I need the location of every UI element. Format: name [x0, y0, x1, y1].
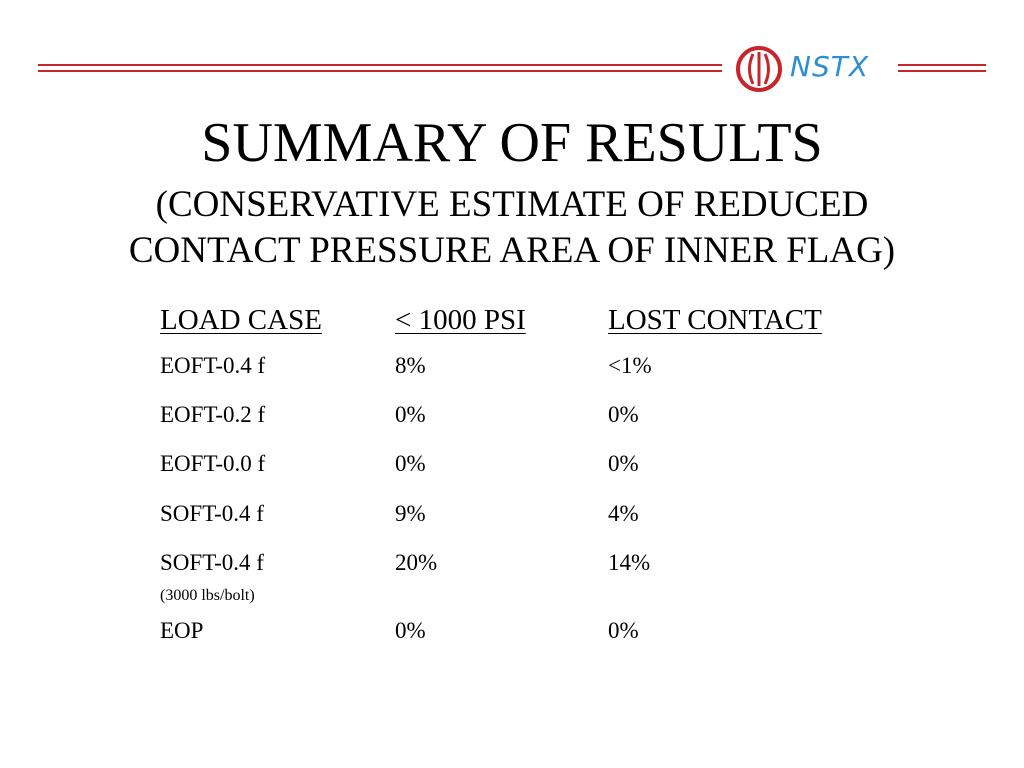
- header-rule-left-top: [38, 64, 722, 66]
- row-3-lost-contact: 0%: [608, 451, 639, 476]
- row-6-under-1000-psi: 0%: [395, 618, 426, 643]
- row-4-lost-contact: 4%: [608, 501, 639, 526]
- row-5-lost-contact: 14%: [608, 550, 651, 575]
- column-header-under-1000-psi: < 1000 PSI: [395, 304, 526, 336]
- nstx-logo-text: NSTX: [790, 50, 870, 83]
- row-6-load-case: EOP: [160, 618, 204, 643]
- nstx-logo: [734, 44, 884, 94]
- row-6-lost-contact: 0%: [608, 618, 639, 643]
- row-1-load-case: EOFT-0.4 f: [160, 353, 266, 378]
- page-title: SUMMARY OF RESULTS: [201, 112, 823, 174]
- row-3-under-1000-psi: 0%: [395, 451, 426, 476]
- row-4-load-case: SOFT-0.4 f: [160, 501, 264, 526]
- row-5-load-case: SOFT-0.4 f: [160, 550, 264, 575]
- header-rule-right-top: [898, 64, 986, 66]
- header-rule-right-bottom: [898, 70, 986, 72]
- row-2-under-1000-psi: 0%: [395, 402, 426, 427]
- row-1-under-1000-psi: 8%: [395, 353, 426, 378]
- row-5-note: (3000 lbs/bolt): [160, 587, 255, 604]
- column-header-lost-contact: LOST CONTACT: [608, 304, 822, 336]
- row-2-load-case: EOFT-0.2 f: [160, 402, 266, 427]
- row-1-lost-contact: <1%: [608, 353, 652, 378]
- column-header-load-case: LOAD CASE: [160, 304, 322, 336]
- row-5-under-1000-psi: 20%: [395, 550, 438, 575]
- row-2-lost-contact: 0%: [608, 402, 639, 427]
- row-3-load-case: EOFT-0.0 f: [160, 451, 266, 476]
- subtitle-line-1: (CONSERVATIVE ESTIMATE OF REDUCED: [155, 184, 869, 225]
- nstx-emblem-icon: [734, 44, 784, 94]
- row-4-under-1000-psi: 9%: [395, 501, 426, 526]
- page-subtitle: [0, 182, 1024, 274]
- header-rule-left-bottom: [38, 70, 722, 72]
- subtitle-line-2: CONTACT PRESSURE AREA OF INNER FLAG): [128, 230, 896, 271]
